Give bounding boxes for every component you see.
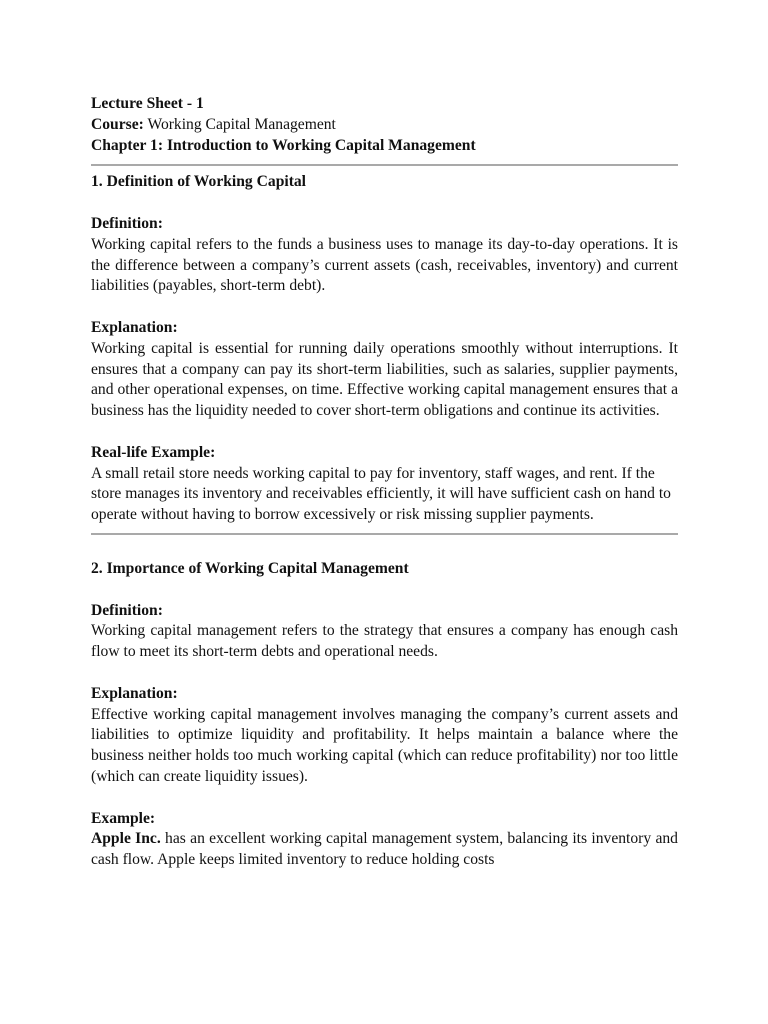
example-text: has an excellent working capital management system, balancing its inventory and cash flow. Apple keeps limited inventory to reduce holding costs xyxy=(91,830,678,869)
explanation-text: Effective working capital management involves managing the company’s current assets and liabilities to optimize liquidity and profitability. It helps maintain a balance where the business neither holds too much working capital (which can reduce profitability) nor too little (which can create liquidity issues). xyxy=(91,705,678,785)
example-company: Apple Inc. xyxy=(91,830,161,848)
example-paragraph xyxy=(91,829,678,871)
section-1 xyxy=(91,172,678,526)
definition-label: Definition: xyxy=(91,214,163,232)
explanation-text: Working capital is essential for running daily operations smoothly without interruptions. It ensures that a company can pay its short-term liabilities, such as salaries, supplier payments, and other operational expenses, on time. Effective working capital management ensures that a business has the liquidity needed to cover short-term obligations and continue its activities. xyxy=(91,339,678,420)
definition-text: Working capital refers to the funds a business uses to manage its day-to-day operations. It is the difference between a company’s current assets (cash, receivables, inventory) and current liabilities (payables, short-term debt). xyxy=(91,235,678,295)
definition-text: Working capital management refers to the strategy that ensures a company has enough cash flow to meet its short-term debts and operational needs. xyxy=(91,622,678,661)
definition-label: Definition: xyxy=(91,601,163,619)
sheet-title: Lecture Sheet - 1 xyxy=(91,95,204,112)
example-text: A small retail store needs working capital to pay for inventory, staff wages, and rent. If the store manages its inventory and receivables efficiently, it will have sufficient cash on hand to operate without having to borrow excessively or risk missing supplier payments. xyxy=(91,464,671,524)
section-divider xyxy=(91,533,678,535)
explanation-label: Explanation: xyxy=(91,684,178,702)
course-line xyxy=(91,115,678,136)
chapter-title: Chapter 1: Introduction to Working Capital Management xyxy=(91,136,476,154)
section-title: 2. Importance of Working Capital Management xyxy=(91,559,409,577)
section-title: 1. Definition of Working Capital xyxy=(91,173,307,191)
section-2 xyxy=(91,559,678,871)
course-name: Working Capital Management xyxy=(147,115,336,133)
example-label: Real-life Example: xyxy=(91,443,216,461)
explanation-label: Explanation: xyxy=(91,318,178,336)
lecture-sheet-page xyxy=(91,94,678,871)
example-label: Example: xyxy=(91,809,156,827)
section-divider xyxy=(91,164,678,166)
course-label: Course: xyxy=(91,115,144,133)
